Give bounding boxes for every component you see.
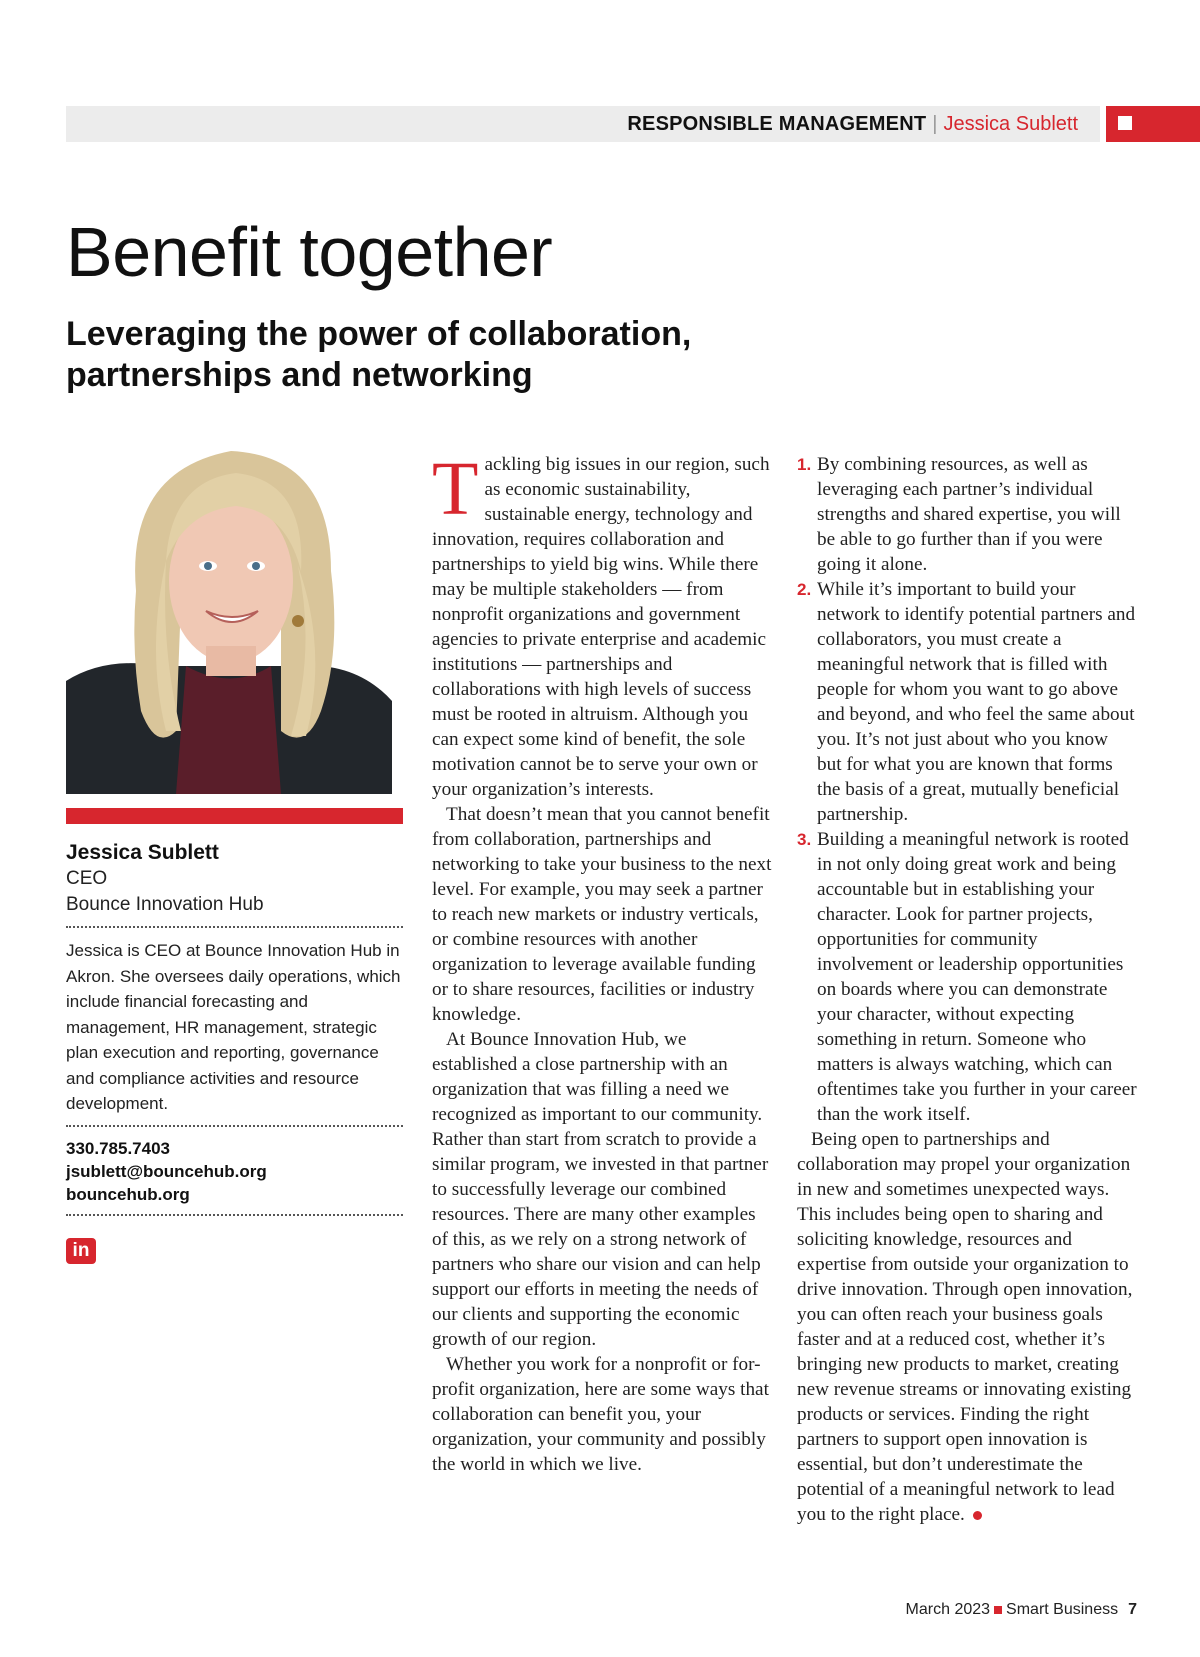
article-subtitle: Leveraging the power of collaboration, partnerships and networking bbox=[66, 315, 692, 394]
author-role: CEO bbox=[66, 868, 108, 889]
body-column-right bbox=[797, 452, 1137, 1527]
body-paragraph-3: At Bounce Innovation Hub, we established a close partnership with an organization that was filling a need we recognized as important to our community. Rather than start from scratch to provide a similar program, we invested in that partner to successfully leverage our combined resources. There are many other examples of this, as we rely on a strong network of partners who share our vision and can help support our efforts in meeting the needs of our clients and supporting the economic growth of our region. bbox=[432, 1029, 769, 1350]
body-paragraph-2: That doesn’t mean that you cannot benefit from collaboration, partnerships and networking to take your business to the next level. For example, you may seek a partner to reach new markets or industry verticals, or combine resources with another organization to leverage available funding or to share resources, facilities or industry knowledge. bbox=[432, 804, 772, 1025]
footer-issue: March 2023 bbox=[905, 1601, 991, 1618]
list-item-text: By combining resources, as well as leveraging each partner’s individual strengths and shared expertise, you will be able to go further than if you were going it alone. bbox=[817, 454, 1121, 575]
list-number: 2. bbox=[797, 580, 812, 599]
author-org: Bounce Innovation Hub bbox=[66, 894, 264, 915]
body-paragraph-1 bbox=[432, 447, 772, 802]
page-footer bbox=[906, 1601, 1137, 1619]
page-number: 7 bbox=[1128, 1601, 1137, 1618]
list-item-text: While it’s important to build your network to identify potential partners and collaborators, you must create a meaningful network that is filled with people for whom you want to go above and beyond, and who feel the same about you. It’s not just about who you know but for what you are known that forms the basis of a great, mutually beneficial partnership. bbox=[817, 579, 1136, 825]
header-square-icon bbox=[1118, 116, 1132, 130]
closing-paragraph-text: Being open to partnerships and collaboration may propel your organization in new and sometimes unexpected ways. This includes being open to sharing and soliciting knowledge, resources and expertise from outside your organization to drive innovation. Through open innovation, you can often reach your business goals faster and at a reduced cost, whether it’s bringing new products to market, creating new revenue streams or innovating existing products or services. Finding the right partners to support open innovation is essential, but don’t underestimate the potential of a meaningful network to lead you to the right place. bbox=[797, 1129, 1133, 1525]
list-number: 3. bbox=[797, 830, 812, 849]
header-separator: | bbox=[932, 113, 938, 135]
author-website-link[interactable]: bouncehub.org bbox=[66, 1184, 190, 1204]
author-red-rule bbox=[66, 808, 403, 824]
list-item bbox=[797, 452, 1137, 577]
list-item bbox=[797, 827, 1137, 1127]
body-paragraph-1-text: ackling big issues in our region, such as economic sustainability, sustainable energy, technology and innovation, requires collaboration and partnerships to yield big wins. While there may be multiple stakeholders — from nonprofit organizations and government agencies to private enterprise and academic institutions — partnerships and collaborations with high levels of success must be rooted in altruism. Although you can expect some kind of benefit, the sole motivation cannot be to serve your own or your organization’s interests. bbox=[432, 454, 770, 800]
linkedin-icon[interactable]: in bbox=[66, 1238, 96, 1264]
list-item bbox=[797, 577, 1137, 827]
author-name: Jessica Sublett bbox=[66, 841, 219, 864]
article-title: Benefit together bbox=[66, 213, 553, 291]
author-email-link[interactable]: jsublett@bouncehub.org bbox=[66, 1161, 267, 1181]
closing-paragraph bbox=[797, 1127, 1137, 1527]
footer-square-icon bbox=[994, 1606, 1002, 1614]
author-phone[interactable]: 330.785.7403 bbox=[66, 1138, 170, 1158]
drop-cap: T bbox=[432, 447, 479, 531]
section-label: RESPONSIBLE MANAGEMENT bbox=[627, 113, 927, 135]
header-author: Jessica Sublett bbox=[943, 113, 1078, 135]
end-mark-icon bbox=[973, 1511, 982, 1520]
list-item-text: Building a meaningful network is rooted in not only doing great work and being accountable but in establishing your character. Look for partner projects, opportunities for community involvement or leadership opportunities on boards where you can demonstrate your character, without expecting something in return. Someone who matters is always watching, which can oftentimes take you further in your career than the work itself. bbox=[817, 829, 1137, 1125]
dotted-divider bbox=[66, 926, 403, 928]
author-portrait-image bbox=[66, 451, 392, 794]
author-photo bbox=[66, 451, 392, 794]
body-paragraph-4: Whether you work for a nonprofit or for-profit organization, here are some ways that collaboration can benefit you, your organization, your community and possibly the world in which we live. bbox=[432, 1354, 769, 1475]
dotted-divider bbox=[66, 1214, 403, 1216]
author-bio: Jessica is CEO at Bounce Innovation Hub in Akron. She oversees daily operations, which include financial forecasting and management, HR management, strategic plan execution and reporting, governance and compliance activities and resource development. bbox=[66, 941, 401, 1113]
list-number: 1. bbox=[797, 455, 812, 474]
author-card bbox=[66, 840, 403, 1264]
body-column-middle bbox=[432, 447, 772, 1477]
footer-publication: Smart Business bbox=[1006, 1601, 1119, 1618]
header-text bbox=[627, 106, 1078, 142]
dotted-divider bbox=[66, 1125, 403, 1127]
